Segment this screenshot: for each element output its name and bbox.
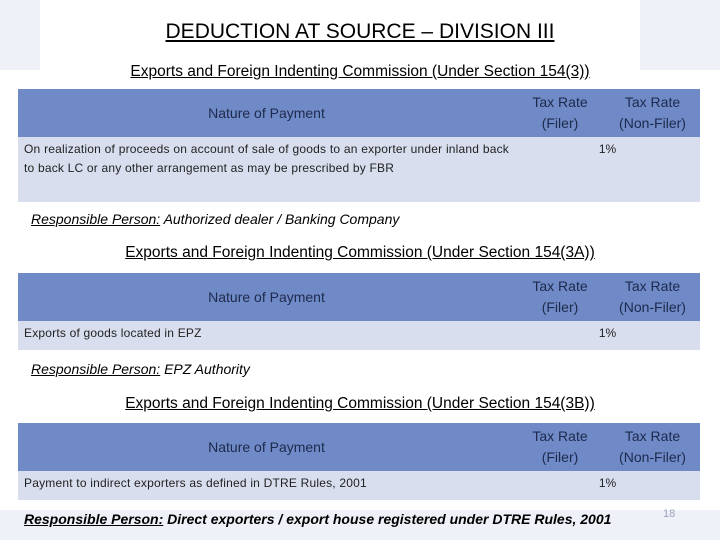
responsible-value: EPZ Authority bbox=[164, 361, 250, 377]
payment-table bbox=[18, 423, 700, 500]
responsible-value: Authorized dealer / Banking Company bbox=[163, 211, 400, 227]
payment-table bbox=[18, 273, 700, 350]
section-heading: Exports and Foreign Indenting Commission (Under Section 154(3A)) bbox=[125, 244, 595, 261]
table-header bbox=[18, 273, 700, 321]
page-title: DEDUCTION AT SOURCE – DIVISION III bbox=[165, 20, 555, 43]
filer-rate-header: Tax Rate (Filer) bbox=[515, 89, 605, 137]
responsible-person bbox=[31, 211, 399, 227]
responsible-value: Direct exporters / export house registered under DTRE Rules, 2001 bbox=[167, 511, 612, 527]
responsible-label: Responsible Person: bbox=[24, 511, 164, 527]
filer-rate-header: Tax Rate (Filer) bbox=[515, 423, 605, 471]
nonfiler-rate-header: Tax Rate (Non-Filer) bbox=[605, 273, 700, 321]
nature-header: Nature of Payment bbox=[18, 273, 515, 321]
responsible-person bbox=[31, 361, 250, 377]
payment-description: Exports of goods located in EPZ bbox=[24, 326, 202, 340]
filer-rate-header: Tax Rate (Filer) bbox=[515, 273, 605, 321]
payment-table bbox=[18, 89, 700, 202]
table-header bbox=[18, 89, 700, 137]
table-header bbox=[18, 423, 700, 471]
table-row bbox=[18, 321, 700, 350]
nature-header: Nature of Payment bbox=[18, 423, 515, 471]
responsible-label: Responsible Person: bbox=[31, 361, 161, 377]
nature-header: Nature of Payment bbox=[18, 89, 515, 137]
payment-description: Payment to indirect exporters as defined in DTRE Rules, 2001 bbox=[24, 476, 367, 490]
responsible-label: Responsible Person: bbox=[31, 211, 161, 227]
table-row bbox=[18, 137, 700, 202]
payment-description: On realization of proceeds on account of sale of goods to an exporter under inland back to back LC or any other arrangement as may be prescribed by FBR bbox=[24, 142, 509, 175]
responsible-person bbox=[24, 511, 611, 527]
table-row bbox=[18, 471, 700, 500]
tax-rate-value: 1% bbox=[598, 142, 617, 156]
tax-rate-value: 1% bbox=[598, 326, 617, 340]
nonfiler-rate-header: Tax Rate (Non-Filer) bbox=[605, 423, 700, 471]
nonfiler-rate-header: Tax Rate (Non-Filer) bbox=[605, 89, 700, 137]
section-heading: Exports and Foreign Indenting Commission (Under Section 154(3B)) bbox=[125, 395, 595, 412]
page-number: 18 bbox=[663, 508, 676, 520]
tax-rate-value: 1% bbox=[598, 476, 617, 490]
section-heading: Exports and Foreign Indenting Commission (Under Section 154(3)) bbox=[130, 63, 590, 80]
